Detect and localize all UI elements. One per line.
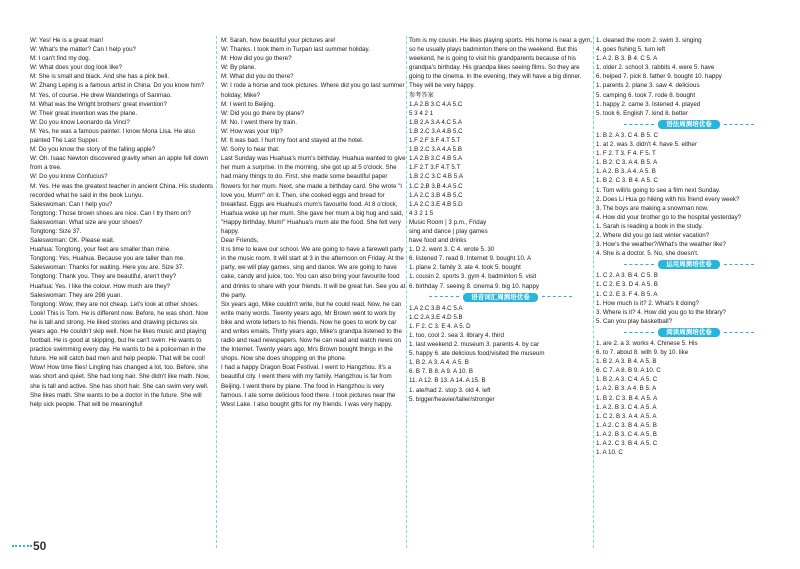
text-line: 1. A 2. C 3. B 4. A 5. C (596, 440, 658, 448)
text-line: 5. camping 6. took 7. rode 8. bought (596, 91, 696, 99)
text-line: 1. F 2. C 3. E 4. A 5. D (409, 322, 471, 330)
text-line: 3. How's the weather?/What's the weather like? (596, 241, 726, 249)
text-line: W: Do you know Leonardo da Vinci? (30, 118, 130, 126)
text-line: 1.F 2.T 3.F 4.T 5.T (409, 164, 461, 172)
section-header (596, 120, 782, 129)
text-line: W: Do you know Confucius? (30, 173, 108, 181)
section-header (409, 293, 592, 302)
column-1 (30, 36, 213, 409)
text-line: 5. happy 6. ate delicious food/visited the museum (409, 350, 545, 358)
text-line: Look! This is Tom. He is different now. Before, he was short. Now he is tall and strong. He liked stories and drawing pictures six years ago. He couldn't skip well. Now he likes music and playing football. He is good at skipping, but he can't swim. He wants to practice swimming every day. He wants to be a policeman in the future. He will catch bad men and help people. That will be cool! (30, 309, 209, 363)
text-line: Tongtong: Size 37. (30, 227, 82, 235)
text-line: Dear Friends, (221, 237, 259, 245)
section-header (596, 328, 782, 337)
text-line: 1. A 2. B 3. B 4. C 5. A (596, 55, 658, 63)
text-line: 1. B 2. A 3. C 4. B 5. C (596, 131, 658, 139)
text-line: 1. B 2. A 3. B 4. A 5. B (596, 358, 657, 366)
text-line: 6. to 7. about 8. with 9. by 10. like (596, 349, 689, 357)
text-line: Tongtong: Those brown shoes are nice. Can I try them on? (30, 209, 191, 217)
text-line: 1. B 2. C 3. B 4. A 5. A (596, 394, 658, 402)
text-line: 4. How did your brother go to the hospital yesterday? (596, 213, 742, 221)
column-3 (409, 36, 592, 404)
section-header-label: 语音词汇周测培优卷 (463, 293, 538, 302)
text-line: M: How did you go there? (221, 55, 292, 63)
text-line: have food and drinks (409, 237, 467, 245)
text-line: 1. A 2. B 3. C 4. A 5. A (596, 403, 657, 411)
text-line: 2. Where did you go last winter vacation? (596, 231, 710, 239)
text-line: 1. parents 2. plane 3. saw 4. delicious (596, 82, 700, 90)
text-line: 1. A 2. B 3. A 4. A 5. B (596, 168, 656, 176)
text-line: W: How was your trip? (221, 127, 283, 135)
text-line: 1. A 10. C (596, 449, 623, 457)
section-header-label: 运用周测培优卷 (658, 260, 720, 269)
column-divider (216, 36, 217, 548)
text-line: Tom is my cousin. He likes playing sports. His home is near a gym, so he usually plays badminton there on the weekend. But this weekend, he is going to visit his grandparents because of his grandpa's birthday. His grandpa likes seeing films. So they are going to the cinema. In the evening, they will have a big dinner. They will be very happy. (409, 37, 592, 90)
text-line: Saleswoman: Thanks for waiting. Here you are. Size 37. (30, 264, 184, 272)
text-line: 1.A 2.B 3.C 4.A 5.C (409, 100, 463, 108)
text-line: Last Sunday was Huahua's mum's birthday. Huahua wanted to give her mum a surprise. In the morning, she got up at 5 o'clock. She had many things to do. First, she made some beautiful paper flowers for her mum. Next, she made a birthday card. She wrote "I love you, Mum!" on it. Then, she cooked eggs and bread for breakfast. Eggs are Huahua's mum's favourite food. At 8 o'clock, Huahua woke up her mum. She gave her mum a big hug and said, "Happy birthday, Mum!" Huahua's mum ate the food. She felt very happy. (221, 155, 406, 235)
top-margin (0, 0, 800, 30)
text-line: M: I can't find my dog. (30, 55, 91, 63)
text-line: 6. C 7. A 8. B 9. A 10. C (596, 367, 661, 375)
text-line: 6. birthday 7. seeing 8. cinema 9. big 10. happy (409, 282, 540, 290)
text-line: 1. Sarah is reading a book in the study. (596, 222, 703, 230)
text-line: 1. plane 2. family 3. ate 4. took 5. bought (409, 264, 521, 272)
page-number-decoration (12, 545, 32, 547)
text-line: 1.A 2.C 3.B 4.B 5.C (409, 191, 463, 199)
text-line: 4. She is a doctor. 5. No, she doesn't. (596, 250, 699, 258)
text-line: 1. C 2. A 3. B 4. C 5. B (596, 272, 658, 280)
text-line: 1. B 2. A 3. A 4. A 5. B (409, 359, 469, 367)
text-line: 1. cleaned the room 2. swim 3. singing (596, 37, 702, 44)
text-line: Saleswoman: Can I help you? (30, 200, 113, 208)
text-line: W: Yes! He is a great man! (30, 37, 104, 44)
text-line: 2. Does Li Hua go hiking with his friend every week? (596, 195, 740, 203)
text-line: 1.A 2.B 3.C 4.B 5.A (409, 155, 463, 163)
text-line: W: I rode a horse and took pictures. Where did you go last summer holiday, Mike? (221, 82, 405, 99)
text-line: 1. ate/had 2. stop 3. old 4. left (409, 386, 491, 394)
text-line: 1. D 2. went 3. C 4. wrote 5. 30 (409, 246, 495, 254)
text-line: 5. Can you play basketball? (596, 317, 673, 325)
text-line: 1.B 2.C 3.A 4.B 5.C (409, 127, 463, 135)
text-line: 1. A 2. C 3. B 4. A 5. B (596, 421, 657, 429)
text-line: W: Their great invention was the plane. (30, 109, 138, 117)
text-line: I had a happy Dragon Boat Festival. I went to Hangzhou. It's a beautiful city. I went there with my family. Hangzhou is far from Beijing. I went there by plane. The food in Hangzhou is very famous. I ate some delicious food there. I took pictures near the West Lake. I also bought gifts for my friends. I was very happy. (221, 364, 396, 408)
text-line: 1. C 2. E 3. D 4. A 5. B (596, 281, 658, 289)
text-line: sing and dance | play games (409, 227, 488, 235)
text-line: 1.A 2.C 3.E 4.B 5.D (409, 200, 463, 208)
text-line: Huahua: Tongtong, your feet are smaller than mine. (30, 246, 171, 254)
text-line: 6. listened 7. read 8. Internet 9. bought 10. A (409, 255, 532, 263)
text-line: W: What's the matter? Can I help you? (30, 46, 136, 54)
text-line: M: What was the Wright brothers' great invention? (30, 100, 167, 108)
text-line: M: It was bad. I hurt my foot and stayed at the hotel. (221, 137, 364, 145)
text-line: 1.A 2.C 3.B 4.C 5.A (409, 304, 463, 312)
text-line: 1.F 2.F 3.F 4.T 5.T (409, 137, 461, 145)
text-line: Saleswoman: They are 298 yuan. (30, 291, 123, 299)
text-line: 6. helped 7. pick 8. father 9. bought 10. happy (596, 73, 722, 81)
text-line: M: Sarah, how beautiful your pictures are! (221, 37, 336, 44)
text-line: 5. took 6. English 7. kind 8. better (596, 109, 688, 117)
text-line: Tongtong: Yes, Huahua. Because you are taller than me. (30, 255, 185, 263)
section-header-label: 语法周测培优卷 (658, 120, 720, 129)
text-line: 6. B 7. B 8. A 9. A 10. B (409, 368, 473, 376)
section-header (596, 260, 782, 269)
text-line: W: What does your dog look like? (30, 64, 123, 72)
text-line: 1. cousin 2. sports 3. gym 4. badminton 5. visit (409, 273, 537, 281)
text-line: Six years ago, Mike couldn't write, but he could read. Now, he can write many words. Twenty years ago, Mr Brown went to work by bike and wrote letters to his friends. Now he goes to work by car and writes emails. Thirty years ago, Mike's grandpa listened to the radio and read newspapers. Now he can read and watch news on the Internet. Twenty years ago, Mrs Brown bought things in the shops. Now she does shopping on the phone. (221, 300, 402, 363)
text-line: W: Sorry to hear that. (221, 146, 280, 154)
text-line: 11. A 12. B 13. A 14. A 15. B (409, 377, 486, 385)
text-line: Saleswoman: OK. Please wait. (30, 237, 115, 245)
text-line: 1. C 2. E 3. F 4. B 5. A (596, 290, 658, 298)
text-line: It is time to leave our school. We are going to have a farewell party in the music room. It will start at 3 in the afternoon on Friday. At the party, we will play games, sing and dance. We are going to have cake, candy and juice, too. You can also bring your favourite food and drinks to share with your friends. It will be great fun. See you at the party. (221, 246, 406, 299)
text-line: Tongtong: Thank you. They are beautiful, aren't they? (30, 273, 177, 281)
column-2 (221, 36, 407, 409)
text-line: M: Yes, he was a famous painter. I know Mona Lisa. He also painted The Last Supper. (30, 127, 196, 145)
text-line: 1. last weekend 2. museum 3. parents 4. by car (409, 341, 540, 349)
text-line: M: No. I went there by train. (221, 118, 297, 126)
text-line: 1. B 2. A 3. C 4. A 5. C (596, 376, 658, 384)
text-line: 3. Where is it? 4. How did you go to the library? (596, 308, 727, 316)
text-line: 5 3 4 2 1 (409, 109, 434, 117)
text-line: 4 3 2 1 5 (409, 209, 434, 217)
text-line: 1.C 2.A 3.E 4.D 5.B (409, 313, 463, 321)
column-divider (406, 36, 407, 548)
text-line: W: Zhang Leping is a famous artist in China. Do you know him? (30, 82, 205, 90)
text-line: 1.C 2.B 3.B 4.A 5.C (409, 182, 463, 190)
text-line: 1. are 2. a 3. works 4. Chinese 5. His (596, 340, 698, 347)
text-line: 1.B 2.C 3.C 4.B 5.A (409, 173, 463, 181)
text-line: Wow! How time flies! Lingling has changed a lot, too. Before, she was short and quiet. She had long hair. She didn't like math. Now, she is tall and active. She has short hair. She can swim very well. She likes math. She wants to be a doctor in the future. She will help sick people. That will be meaningful! (30, 364, 210, 408)
page-number: 50 (33, 539, 47, 553)
text-line: 1. at 2. was 3. didn't 4. have 5. either (596, 141, 697, 149)
text-line: 1. How much is it? 2. What's it doing? (596, 299, 699, 307)
text-line: 1. B 2. C 3. A 4. B 5. A (596, 159, 658, 167)
text-line: 1. C 2. B 3. A 4. A 5. A (596, 412, 657, 420)
text-line: 参考答案 (409, 91, 434, 99)
text-line: M: I went to Beijing. (221, 100, 275, 108)
text-line: W: Thanks. I took them in Turpan last summer holiday. (221, 46, 370, 54)
column-4 (596, 36, 782, 457)
text-line: Music Room | 3 p.m., Friday (409, 218, 487, 226)
section-header-label: 阅读周测培优卷 (658, 328, 720, 337)
text-line: 1. Tom will/is going to see a film next Sunday. (596, 186, 721, 194)
text-line: M: Yes, of course. He drew Wanderings of Sanmao. (30, 91, 172, 99)
text-line: 3. The boys are making a snowman now. (596, 204, 709, 212)
text-line: 1. B 2. C 3. B 4. A 5. C (596, 177, 658, 185)
text-line: W: Oh. Isaac Newton discovered gravity when an apple fell down from a tree. (30, 155, 209, 172)
text-line: 1. older 2. school 3. rabbits 4. were 5. have (596, 64, 715, 72)
text-line: W: Did you go there by plane? (221, 109, 305, 117)
text-line: Huahua: Yes. I like the colour. How much are they? (30, 282, 170, 290)
text-line: 1. F 2. T 3. F 4. F 5. T (596, 150, 656, 158)
text-line: 1.B 2.C 3.A 4.A 5.B (409, 146, 462, 154)
text-line: M: What did you do there? (221, 73, 294, 81)
text-line: Tongtong: Wow, they are not cheap. Let's look at other shoes. (30, 300, 199, 308)
text-line: Saleswoman: What size are your shoes? (30, 218, 143, 226)
text-line: M: She is small and black. And she has a pink bell. (30, 73, 169, 81)
text-line: M: Do you know the story of the falling apple? (30, 146, 156, 154)
text-line: 1. happy 2. came 3. listened 4. played (596, 100, 701, 108)
text-line: 4. goes fishing 5. turn left (596, 46, 666, 54)
text-line: M: Yes. He was the greatest teacher in ancient China. His students recorded what he said in the book Lunyu. (30, 182, 213, 199)
text-line: 1. A 2. B 3. A 4. B 5. A (596, 385, 657, 393)
column-divider (593, 36, 594, 548)
text-line: W: By plane. (221, 64, 256, 72)
text-line: 5. bigger/heavier/taller/stronger (409, 395, 495, 403)
text-line: 1. too, cool 2. sea 3. library 4. third (409, 332, 504, 339)
text-line: 1.B 2.A 3.A 4.C 5.A (409, 118, 462, 126)
text-line: 1. A 2. B 3. C 4. A 5. B (596, 430, 657, 438)
